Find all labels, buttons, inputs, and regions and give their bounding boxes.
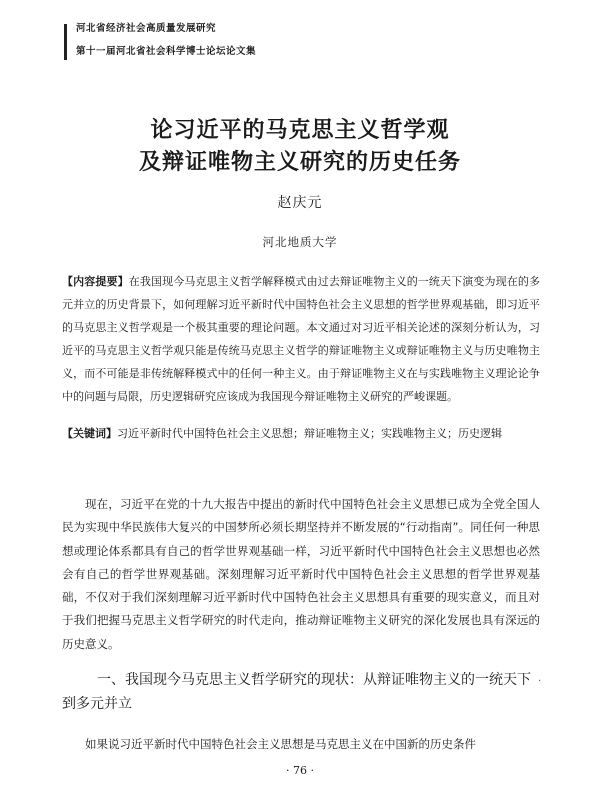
abstract-text: 在我国现今马克思主义哲学解释模式由过去辩证唯物主义的一统天下演变为现在的多元并立的历史背景下，如何理解习近平新时代中国特色社会主义思想的哲学世界观基础，即习近平的马克思主义哲学观是一个极其重要的理论问题。本文通过对习近平相关论述的深刻分析认为，习近平的马克思主义哲学观只能是传统马克思主义哲学的辩证唯物主义或辩证唯物主义与历史唯物主义，而不可能是非传统解释模式中的任何一种主义。由于辩证唯物主义在与实践唯物主义理论论争中的问题与局限，历史逻辑研究应该成为我国现今辩证唯物主义研究的严峻课题。 (62, 275, 541, 403)
author-affiliation: 河北地质大学 (262, 235, 338, 249)
page-number: · 76 · (286, 764, 314, 777)
stray-mark: · (538, 676, 542, 687)
series-title-line1: 河北省经济社会高质量发展研究 (76, 23, 217, 34)
intro-paragraph: 现在，习近平在党的十九大报告中提出的新时代中国特色社会主义思想已成为全党全国人民为实现中华民族伟大复兴的中国梦所必须长期坚持并不断发展的“行动指南”。同任何一种思想或理论体系都具有自己的哲学世界观基础一样，习近平新时代中国特色社会主义思想也必然会有自己的哲学世界观基础。深刻理解习近平新时代中国特色社会主义思想的哲学世界观基础，不仅对于我们深刻理解习近平新时代中国特色社会主义思想具有重要的现实意义，而且对于我们把握马克思主义哲学研究的时代走向，推动辩证唯物主义研究的深化发展也具有深远的历史意义。 (62, 497, 540, 651)
keywords (62, 422, 540, 445)
keywords-text: 习近平新时代中国特色社会主义思想；辩证唯物主义；实践唯物主义；历史逻辑 (117, 427, 502, 440)
header-rule (64, 24, 67, 60)
paper-title-line2: 及辩证唯物主义研究的历史任务 (138, 149, 461, 175)
paper-title-line1: 论习近平的马克思主义哲学观 (150, 117, 450, 143)
author-name: 赵庆元 (277, 195, 323, 211)
series-title-line2: 第十一届河北省社会科学博士论坛论文集 (76, 46, 257, 57)
keywords-label: 【关键词】 (62, 427, 117, 440)
abstract-label: 【内容提要】 (62, 275, 129, 288)
paragraph-continuation: 如果说习近平新时代中国特色社会主义思想是马克思主义在中国新的历史条件 (85, 737, 476, 751)
abstract (62, 270, 540, 408)
section-heading: 一、我国现今马克思主义哲学研究的现状：从辩证唯物主义的一统天下到多元并立 (62, 672, 531, 712)
